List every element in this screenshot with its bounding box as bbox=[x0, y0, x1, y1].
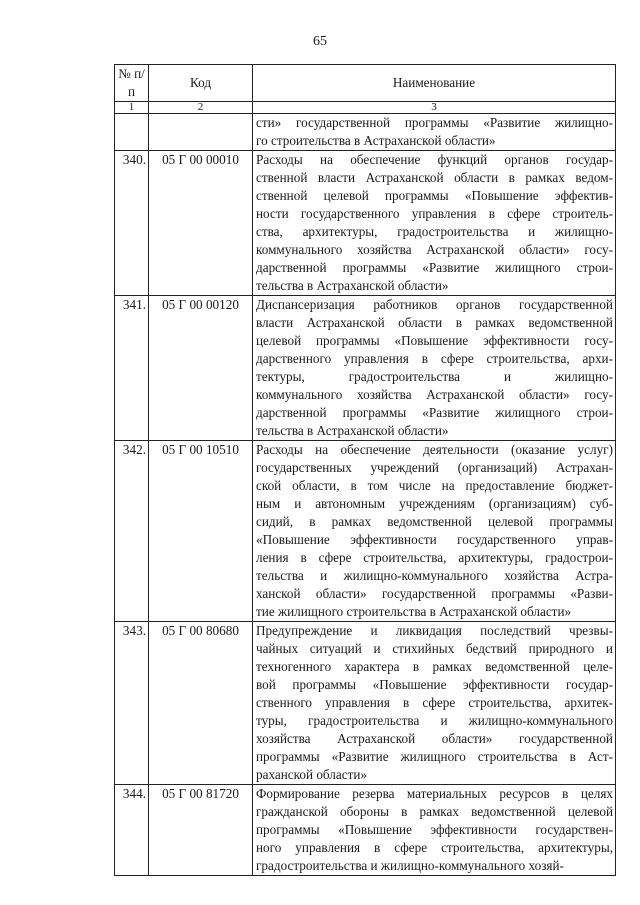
row-number: 343. bbox=[115, 622, 149, 785]
table-row bbox=[115, 296, 616, 441]
row-number: 340. bbox=[115, 151, 149, 296]
row-name bbox=[253, 114, 616, 151]
row-name bbox=[253, 296, 616, 441]
row-code: 05 Г 00 00120 bbox=[149, 296, 253, 441]
row-number: 344. bbox=[115, 785, 149, 876]
name-line: ханской области» государственной программы «Разви- bbox=[256, 586, 613, 601]
column-index-3: 3 bbox=[253, 102, 616, 114]
name-line: ской области, в том числе на предоставление бюджет- bbox=[256, 478, 613, 493]
row-code: 05 Г 00 10510 bbox=[149, 441, 253, 622]
name-line: хозяйства Астраханской области» государственной bbox=[256, 731, 613, 746]
row-name bbox=[253, 785, 616, 876]
row-name bbox=[253, 151, 616, 296]
name-line: программы «Развитие жилищного строительства в Аст- bbox=[256, 749, 613, 764]
name-line: коммунального хозяйства Астраханской области» госу- bbox=[256, 387, 613, 402]
row-code: 05 Г 00 00010 bbox=[149, 151, 253, 296]
name-line: ственной целевой программы «Повышение эффектив- bbox=[256, 188, 613, 203]
row-name bbox=[253, 622, 616, 785]
header-num: № п/п bbox=[115, 65, 149, 102]
column-index-row bbox=[115, 102, 616, 114]
name-line: Диспансеризация работников органов государственной bbox=[256, 297, 613, 312]
name-line: тектуры, градостроительства и жилищно- bbox=[256, 369, 613, 384]
name-line: «Повышение эффективности государственного управ- bbox=[256, 532, 613, 547]
row-number bbox=[115, 114, 149, 151]
page-number: 65 bbox=[313, 34, 327, 49]
name-line: программы «Повышение эффективности государствен- bbox=[256, 822, 613, 837]
name-line: коммунального хозяйства Астраханской области» госу- bbox=[256, 242, 613, 257]
name-line: дарственной программы «Развитие жилищного строи- bbox=[256, 405, 613, 420]
table-row bbox=[115, 622, 616, 785]
name-line: дарственного управления в сфере строительства, архи- bbox=[256, 351, 613, 366]
row-code: 05 Г 00 80680 bbox=[149, 622, 253, 785]
name-line: раханской области» bbox=[256, 767, 367, 782]
name-line: ства, архитектуры, градостроительства и жилищно- bbox=[256, 224, 613, 239]
name-line: тельства и жилищно-коммунального хозяйства Астра- bbox=[256, 568, 613, 583]
row-number: 341. bbox=[115, 296, 149, 441]
name-line: чайных ситуаций и стихийных бедствий природного и bbox=[256, 641, 613, 656]
header-name: Наименование bbox=[253, 65, 616, 102]
name-line: тельства в Астраханской области» bbox=[256, 278, 449, 293]
column-index-2: 2 bbox=[149, 102, 253, 114]
name-line: власти Астраханской области в рамках ведомственной bbox=[256, 315, 613, 330]
row-number: 342. bbox=[115, 441, 149, 622]
row-name bbox=[253, 441, 616, 622]
name-line: тельства в Астраханской области» bbox=[256, 423, 449, 438]
name-line: ления в сфере строительства, архитектуры, градострои- bbox=[256, 550, 613, 565]
table-header-row bbox=[115, 65, 616, 102]
table-row bbox=[115, 441, 616, 622]
name-line: ного управления в сфере строительства, архитектуры, bbox=[256, 840, 613, 855]
name-line: ственной власти Астраханской области в рамках ведом- bbox=[256, 170, 613, 185]
name-line: ным и автономным учреждениям (организациям) суб- bbox=[256, 496, 613, 511]
name-line: государственных учреждений (организаций) Астрахан- bbox=[256, 460, 613, 475]
name-line: вой программы «Повышение эффективности государ- bbox=[256, 677, 613, 692]
name-line: ственного управления в сфере строительства, архитек- bbox=[256, 695, 613, 710]
name-line: Предупреждение и ликвидация последствий чрезвы- bbox=[256, 623, 613, 638]
name-line: дарственной программы «Развитие жилищного строи- bbox=[256, 260, 613, 275]
name-line: Расходы на обеспечение деятельности (оказание услуг) bbox=[256, 442, 613, 457]
name-line: Формирование резерва материальных ресурсов в целях bbox=[256, 786, 613, 801]
name-line: сти» государственной программы «Развитие жилищно- bbox=[256, 115, 613, 130]
name-line: градостроительства и жилищно-коммунального хозяй- bbox=[256, 858, 564, 873]
header-code: Код bbox=[149, 65, 253, 102]
name-line: Расходы на обеспечение функций органов государ- bbox=[256, 152, 613, 167]
table-row bbox=[115, 785, 616, 876]
name-line: туры, градостроительства и жилищно-коммунального bbox=[256, 713, 613, 728]
row-code: 05 Г 00 81720 bbox=[149, 785, 253, 876]
name-line: ности государственного управления в сфере строитель- bbox=[256, 206, 613, 221]
name-line: го строительства в Астраханской области» bbox=[256, 133, 496, 148]
name-line: сидий, в рамках ведомственной целевой программы bbox=[256, 514, 613, 529]
row-code bbox=[149, 114, 253, 151]
name-line: техногенного характера в рамках ведомственной целе- bbox=[256, 659, 613, 674]
budget-code-table bbox=[114, 64, 616, 876]
name-line: тие жилищного строительства в Астраханской области» bbox=[256, 604, 572, 619]
name-line: гражданской обороны в рамках ведомственной целевой bbox=[256, 804, 613, 819]
column-index-1: 1 bbox=[115, 102, 149, 114]
name-line: целевой программы «Повышение эффективности госу- bbox=[256, 333, 613, 348]
table-row bbox=[115, 151, 616, 296]
table-row bbox=[115, 114, 616, 151]
